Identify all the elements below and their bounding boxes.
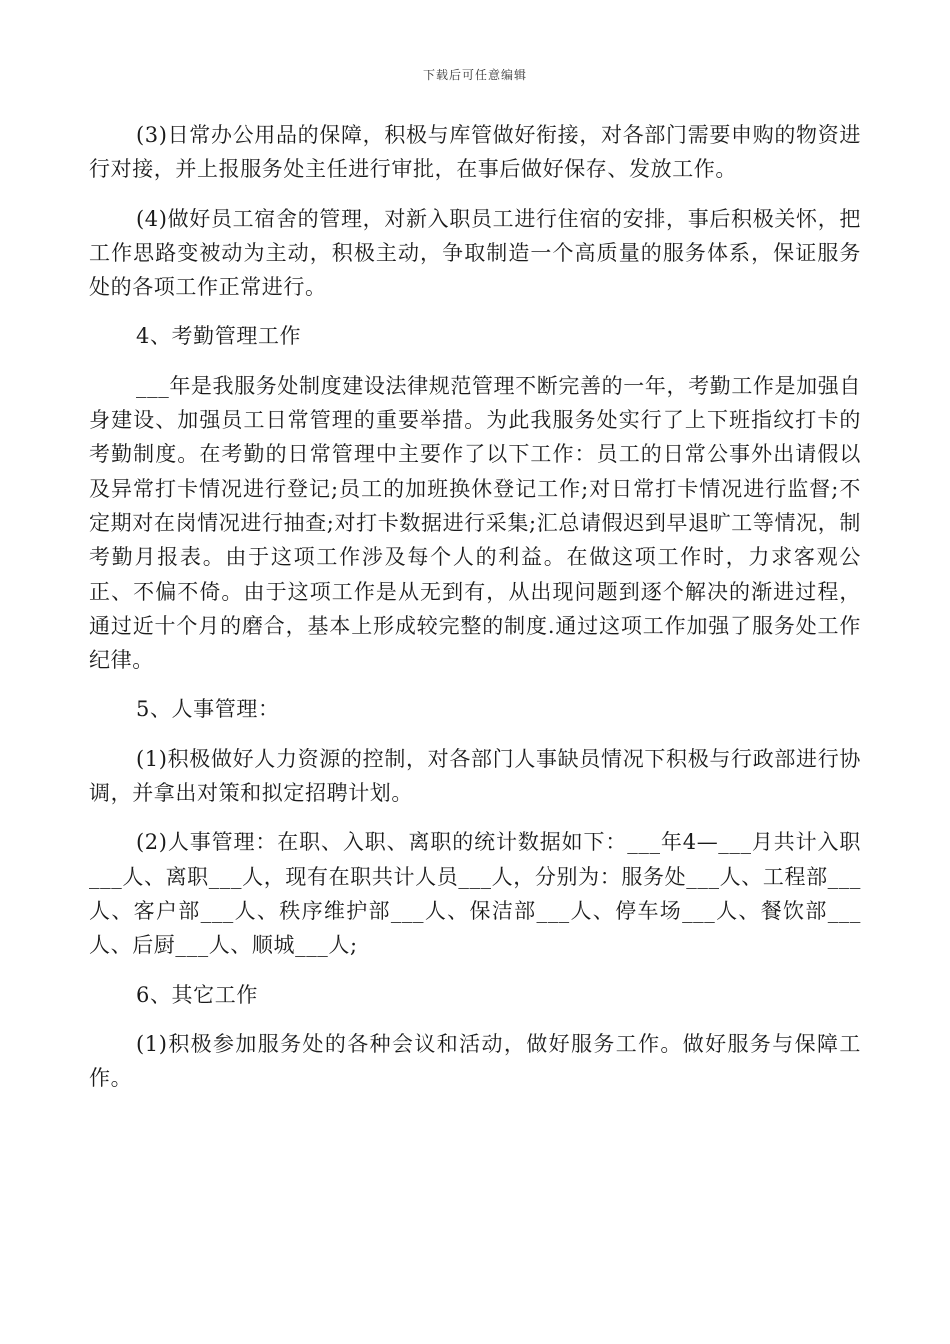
- document-body: [89, 118, 861, 1110]
- paragraph-office-supplies: (3)日常办公用品的保障，积极与库管做好衔接，对各部门需要申购的物资进行对接，并上报服务处主任进行审批，在事后做好保存、发放工作。: [89, 123, 861, 182]
- section-heading-attendance: 4、考勤管理工作: [136, 324, 302, 349]
- section-heading-personnel: 5、人事管理：: [136, 697, 280, 722]
- paragraph-hr-statistics: (2)人事管理：在职、入职、离职的统计数据如下：___年4—___月共计入职___人、离职___人，现有在职共计人员___人，分别为：服务处___人、工程部___人、客户部___人、秩序维护部___人、保洁部___人、停车场___人、餐饮部___人、后厨___人、顺城___人;: [89, 830, 861, 958]
- section-heading-other-work: 6、其它工作: [136, 982, 258, 1007]
- page-header-note: 下载后可任意编辑: [422, 68, 527, 82]
- paragraph-meetings-activities: (1)积极参加服务处的各种会议和活动，做好服务工作。做好服务与保障工作。: [89, 1031, 861, 1091]
- paragraph-attendance-work: ___年是我服务处制度建设法律规范管理不断完善的一年，考勤工作是加强自身建设、加强员工日常管理的重要举措。为此我服务处实行了上下班指纹打卡的考勤制度。在考勤的日常管理中主要作了以下工作：员工的日常公事外出请假以及异常打卡情况进行登记;员工的加班换休登记工作;对日常打卡情况进行监督;不定期对在岗情况进行抽查;对打卡数据进行采集;汇总请假迟到早退旷工等情况，制考勤月报表。由于这项工作涉及每个人的利益。在做这项工作时，力求客观公正、不偏不倚。由于这项工作是从无到有，从出现问题到逐个解决的渐进过程，通过近十个月的磨合，基本上形成较完整的制度.通过这项工作加强了服务处工作纪律。: [89, 373, 861, 673]
- paragraph-dormitory-management: (4)做好员工宿舍的管理，对新入职员工进行住宿的安排，事后积极关怀，把工作思路变被动为主动，积极主动，争取制造一个高质量的服务体系，保证服务处的各项工作正常进行。: [89, 206, 861, 300]
- paragraph-hr-control: (1)积极做好人力资源的控制，对各部门人事缺员情况下积极与行政部进行协调，并拿出对策和拟定招聘计划。: [89, 746, 861, 806]
